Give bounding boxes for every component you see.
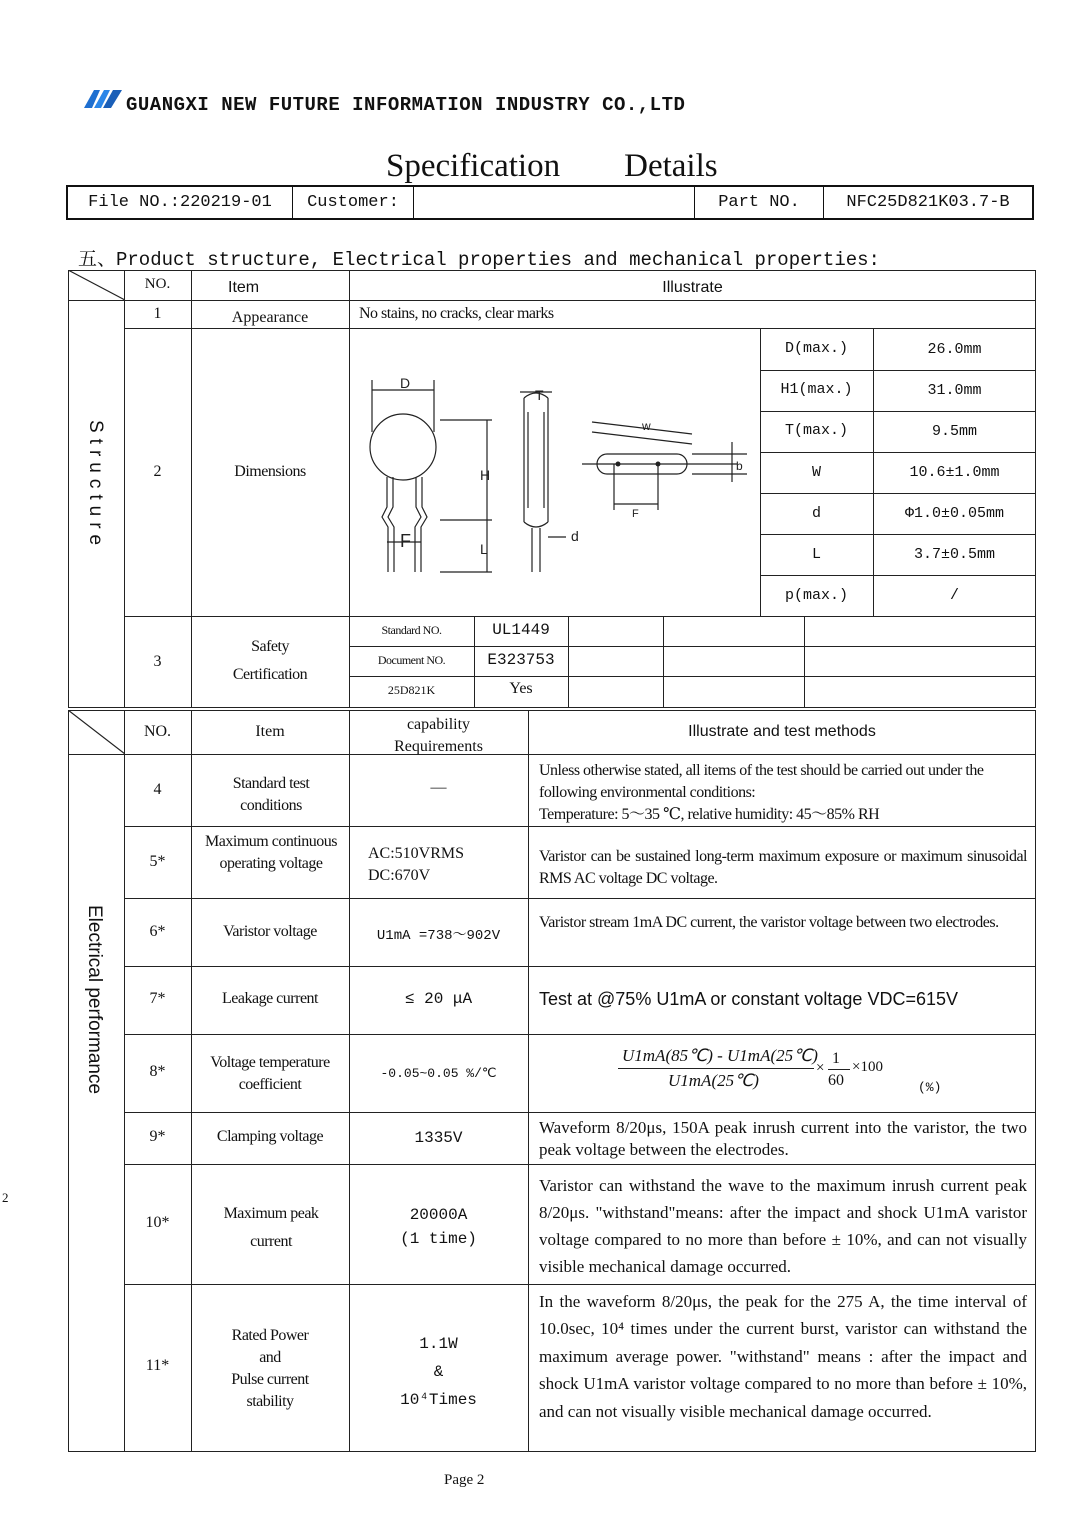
row11-item-l1: Rated Power: [231, 1327, 309, 1344]
title-left: Specification: [386, 148, 561, 184]
dimension-drawing: [352, 332, 757, 614]
row6-no: 6*: [149, 923, 166, 940]
row6-method: Varistor stream 1mA DC current, the varistor voltage between two electrodes.: [539, 914, 999, 931]
dim-label-D: D(max.): [784, 340, 848, 357]
cert-value-document: E323753: [487, 651, 555, 669]
row8-formula: [618, 1044, 1018, 1104]
dim-label-d: d: [811, 505, 821, 522]
side-page-number: 2: [2, 1190, 9, 1205]
drawing-label-L: L: [480, 541, 488, 557]
row10-cap: [349, 1203, 528, 1251]
drawing-label-H: H: [480, 467, 491, 483]
dim-label-T: T(max.): [784, 422, 848, 439]
row4-method-temp: Temperature: 5～35 ℃, relative humidity: 45～85% RH: [539, 806, 880, 823]
row9-no: 9*: [149, 1128, 166, 1145]
dim-value-d: Φ1.0±0.05mm: [904, 505, 1005, 522]
row10-cap-value: 20000A: [409, 1206, 468, 1224]
dim-value-L: 3.7±0.5mm: [913, 546, 995, 563]
row9-cap: 1335V: [414, 1129, 463, 1147]
formula-frac-den: 60: [828, 1072, 844, 1089]
row3-item-line1: Safety: [251, 638, 289, 655]
formula-numerator: U1mA(85℃) - U1mA(25℃): [622, 1046, 818, 1065]
row3-no: 3: [153, 653, 162, 670]
elec-header-item: Item: [255, 723, 285, 740]
row5-item: Maximum continuous operating voltage: [205, 833, 337, 872]
title-right: Details: [624, 148, 718, 184]
dim-value-D: 26.0mm: [927, 341, 982, 358]
dim-value-p: /: [949, 587, 959, 604]
structure-header-item: Item: [228, 279, 260, 296]
row4-method-line: Unless otherwise stated, all items of the test should be carried out under the following environmental conditions:: [539, 762, 984, 801]
row11-cap-amp: &: [433, 1363, 444, 1381]
formula-frac-num: 1: [832, 1050, 840, 1067]
row9-method: Waveform 8/20μs, 150A peak inrush current into the varistor, the two peak voltage between the electrodes.: [539, 1118, 1027, 1159]
row10-cap-times: (1 time): [400, 1230, 477, 1248]
row4-item: Standard test conditions: [232, 775, 310, 814]
row8-no: 8*: [149, 1063, 166, 1080]
row11-item-l4: stability: [246, 1393, 294, 1410]
row7-cap: ≤ 20 μA: [404, 990, 473, 1008]
page-footer: Page 2: [444, 1472, 485, 1488]
drawing-label-F: F: [400, 531, 411, 551]
row7-method: Test at @75% U1mA or constant voltage VDC=615V: [539, 989, 958, 1009]
row2-no: 2: [153, 463, 162, 480]
row2-item: Dimensions: [234, 463, 306, 480]
row5-cap-dc: DC:670V: [368, 867, 431, 884]
electrical-side-label: Electrical performance: [84, 905, 105, 1095]
cert-label-document: Document NO.: [377, 653, 446, 667]
row11-item-l3: Pulse current: [231, 1371, 309, 1388]
cert-label-standard: Standard NO.: [381, 623, 442, 637]
row5-cap: [368, 843, 464, 887]
row4-no: 4: [153, 781, 162, 798]
cert-label-model: 25D821K: [387, 683, 436, 697]
row5-no: 5*: [149, 853, 166, 870]
row10-item: Maximum peak current: [223, 1205, 319, 1250]
row11-cap: [349, 1330, 528, 1414]
structure-side-label: Structure: [85, 420, 106, 552]
part-label: Part NO.: [695, 186, 824, 219]
drawing-label-F2: F: [632, 508, 639, 520]
drawing-label-b: b: [736, 459, 743, 473]
formula-times: ×: [816, 1060, 825, 1076]
row8-item: Voltage temperature coefficient: [210, 1054, 330, 1093]
dim-value-W: 10.6±1.0mm: [909, 464, 1000, 481]
dim-label-L: L: [811, 546, 821, 563]
row10-no: 10*: [145, 1214, 170, 1231]
row4-cap: —: [430, 779, 447, 796]
section-heading: 五、Product structure, Electrical properties and mechanical properties:: [78, 249, 880, 271]
row6-item: Varistor voltage: [223, 923, 317, 940]
company-logo: [84, 88, 124, 110]
header-diagonal: [68, 270, 125, 300]
formula-unit: (%): [918, 1080, 942, 1095]
structure-header-no: NO.: [144, 276, 171, 292]
row7-item: Leakage current: [222, 990, 318, 1007]
dim-value-H1: 31.0mm: [927, 382, 982, 399]
customer-label: Customer:: [293, 186, 414, 219]
elec-header-methods: Illustrate and test methods: [688, 723, 876, 740]
row11-item-l2: and: [259, 1349, 281, 1366]
row4-method: [539, 760, 1029, 826]
drawing-label-w: w: [642, 419, 651, 433]
file-info-table: [66, 185, 1034, 220]
row7-no: 7*: [149, 990, 166, 1007]
company-name: GUANGXI NEW FUTURE INFORMATION INDUSTRY CO.,LTD: [126, 94, 686, 116]
row11-method: In the waveform 8/20μs, the peak for the 275 A, the time interval of 10.0sec, 10⁴ times under the current burst, varistor can withstand the maximum average power. "withstand" means : after the impact and shock U1mA varistor voltage compared to no more than before ± 10%, and can not visually visible mechanical damage occurred.: [539, 1292, 1027, 1421]
drawing-label-d: d: [571, 528, 579, 544]
part-value: NFC25D821K03.7-B: [824, 186, 1034, 219]
structure-header-illustrate: Illustrate: [662, 279, 723, 296]
row5-method: Varistor can be sustained long-term maximum exposure or maximum sinusoidal RMS AC voltage DC voltage.: [539, 848, 1027, 887]
row10-method: Varistor can withstand the wave to the maximum inrush current peak 8/20μs. "withstand"means: after the impact and shock U1mA varistor voltage compared to no more than before ± 10%, and can not visually visible mechanical damage occurred.: [539, 1176, 1027, 1276]
row11-cap-power: 1.1W: [419, 1335, 458, 1353]
drawing-label-D: D: [400, 375, 411, 391]
file-no: File NO.:220219-01: [67, 186, 293, 219]
cert-value-standard: UL1449: [492, 621, 550, 639]
row11-cap-times: 10⁴Times: [400, 1391, 477, 1409]
drawing-label-T: T: [535, 387, 544, 403]
page-title: [386, 148, 718, 185]
dim-label-H1: H1(max.): [780, 381, 853, 398]
row1-item: Appearance: [231, 309, 309, 326]
row3-item-line2: Certification: [232, 666, 308, 683]
row5-cap-ac: AC:510VRMS: [368, 845, 465, 862]
row11-no: 11*: [145, 1357, 170, 1374]
elec-header-no: NO.: [143, 723, 172, 740]
row9-item: Clamping voltage: [216, 1128, 324, 1145]
cert-value-model: Yes: [509, 680, 533, 697]
header-diagonal-2: [68, 710, 125, 754]
customer-value: [414, 186, 695, 219]
elec-header-cap-line1: capability: [406, 716, 471, 733]
dim-value-T: 9.5mm: [931, 423, 977, 440]
elec-header-cap-line2: Requirements: [394, 738, 483, 754]
formula-denominator: U1mA(25℃): [668, 1071, 759, 1090]
row1-no: 1: [153, 305, 162, 322]
row8-cap: -0.05~0.05 %/℃: [380, 1066, 497, 1081]
row1-value: No stains, no cracks, clear marks: [359, 305, 554, 322]
dim-label-p: p(max.): [784, 587, 848, 604]
formula-tail: ×100: [852, 1059, 883, 1075]
row6-cap: U1mA =738～902V: [376, 928, 501, 944]
row11-item: [191, 1325, 349, 1413]
dim-label-W: W: [811, 464, 821, 481]
